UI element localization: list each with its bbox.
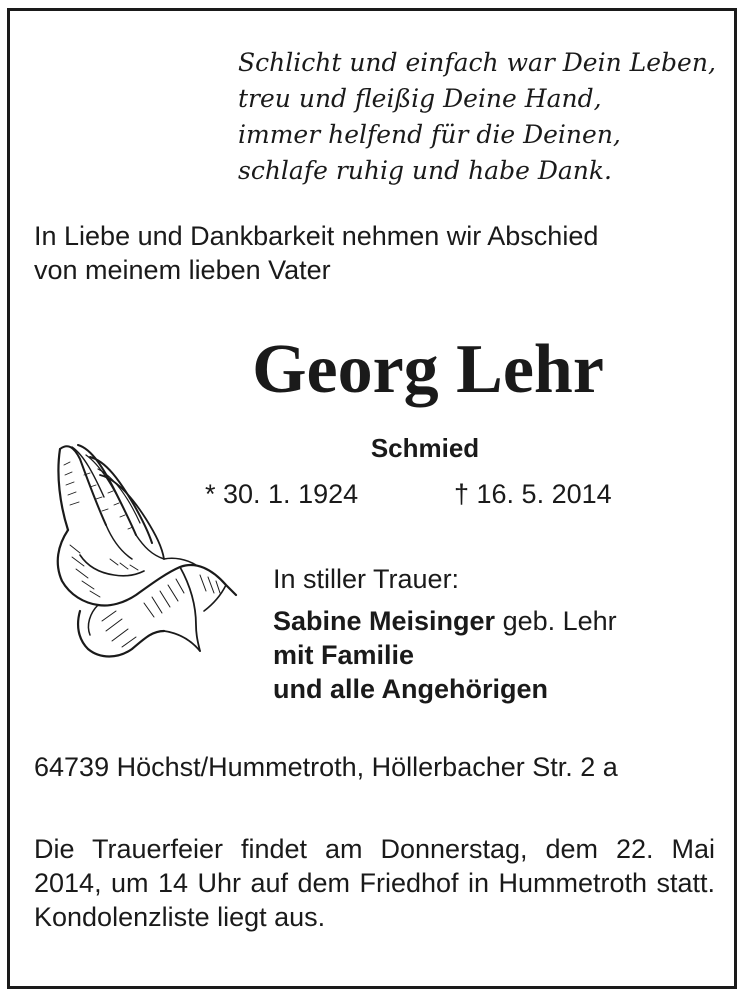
mourners-relatives: und alle Angehörigen [273,674,549,704]
poem-line: schlafe ruhig und habe Dank. [238,156,612,185]
intro-text [34,219,598,287]
mourner-maiden-name: geb. Lehr [495,606,617,636]
poem-line: treu und fleißig Deine Hand, [238,84,602,113]
poem [238,45,716,189]
mourner-name: Sabine Meisinger [273,606,496,636]
intro-line: von meinem lieben Vater [34,255,331,285]
deceased-occupation: Schmied [370,433,480,463]
mourner-address: 64739 Höchst/Hummetroth, Höllerbacher Str. 2 a [34,752,618,782]
poem-line: immer helfend für die Deinen, [238,120,621,149]
praying-hands-icon [40,435,240,665]
mourners-block [273,562,617,706]
deceased-name: Georg Lehr [252,331,604,408]
mourner-name-line [273,604,617,638]
mourners-family: mit Familie [273,640,415,670]
funeral-service-notice: Die Trauerfeier findet am Donnerstag, dem 22. Mai 2014, um 14 Uhr auf dem Friedhof in Hummetroth statt. Kondolenzliste liegt aus. [34,834,715,932]
poem-line: Schlicht und einfach war Dein Leben, [238,48,716,77]
mourners-lead: In stiller Trauer: [273,564,460,594]
death-date: † 16. 5. 2014 [454,479,612,509]
intro-line: In Liebe und Dankbarkeit nehmen wir Abschied [34,221,599,251]
birth-date: * 30. 1. 1924 [205,479,359,509]
